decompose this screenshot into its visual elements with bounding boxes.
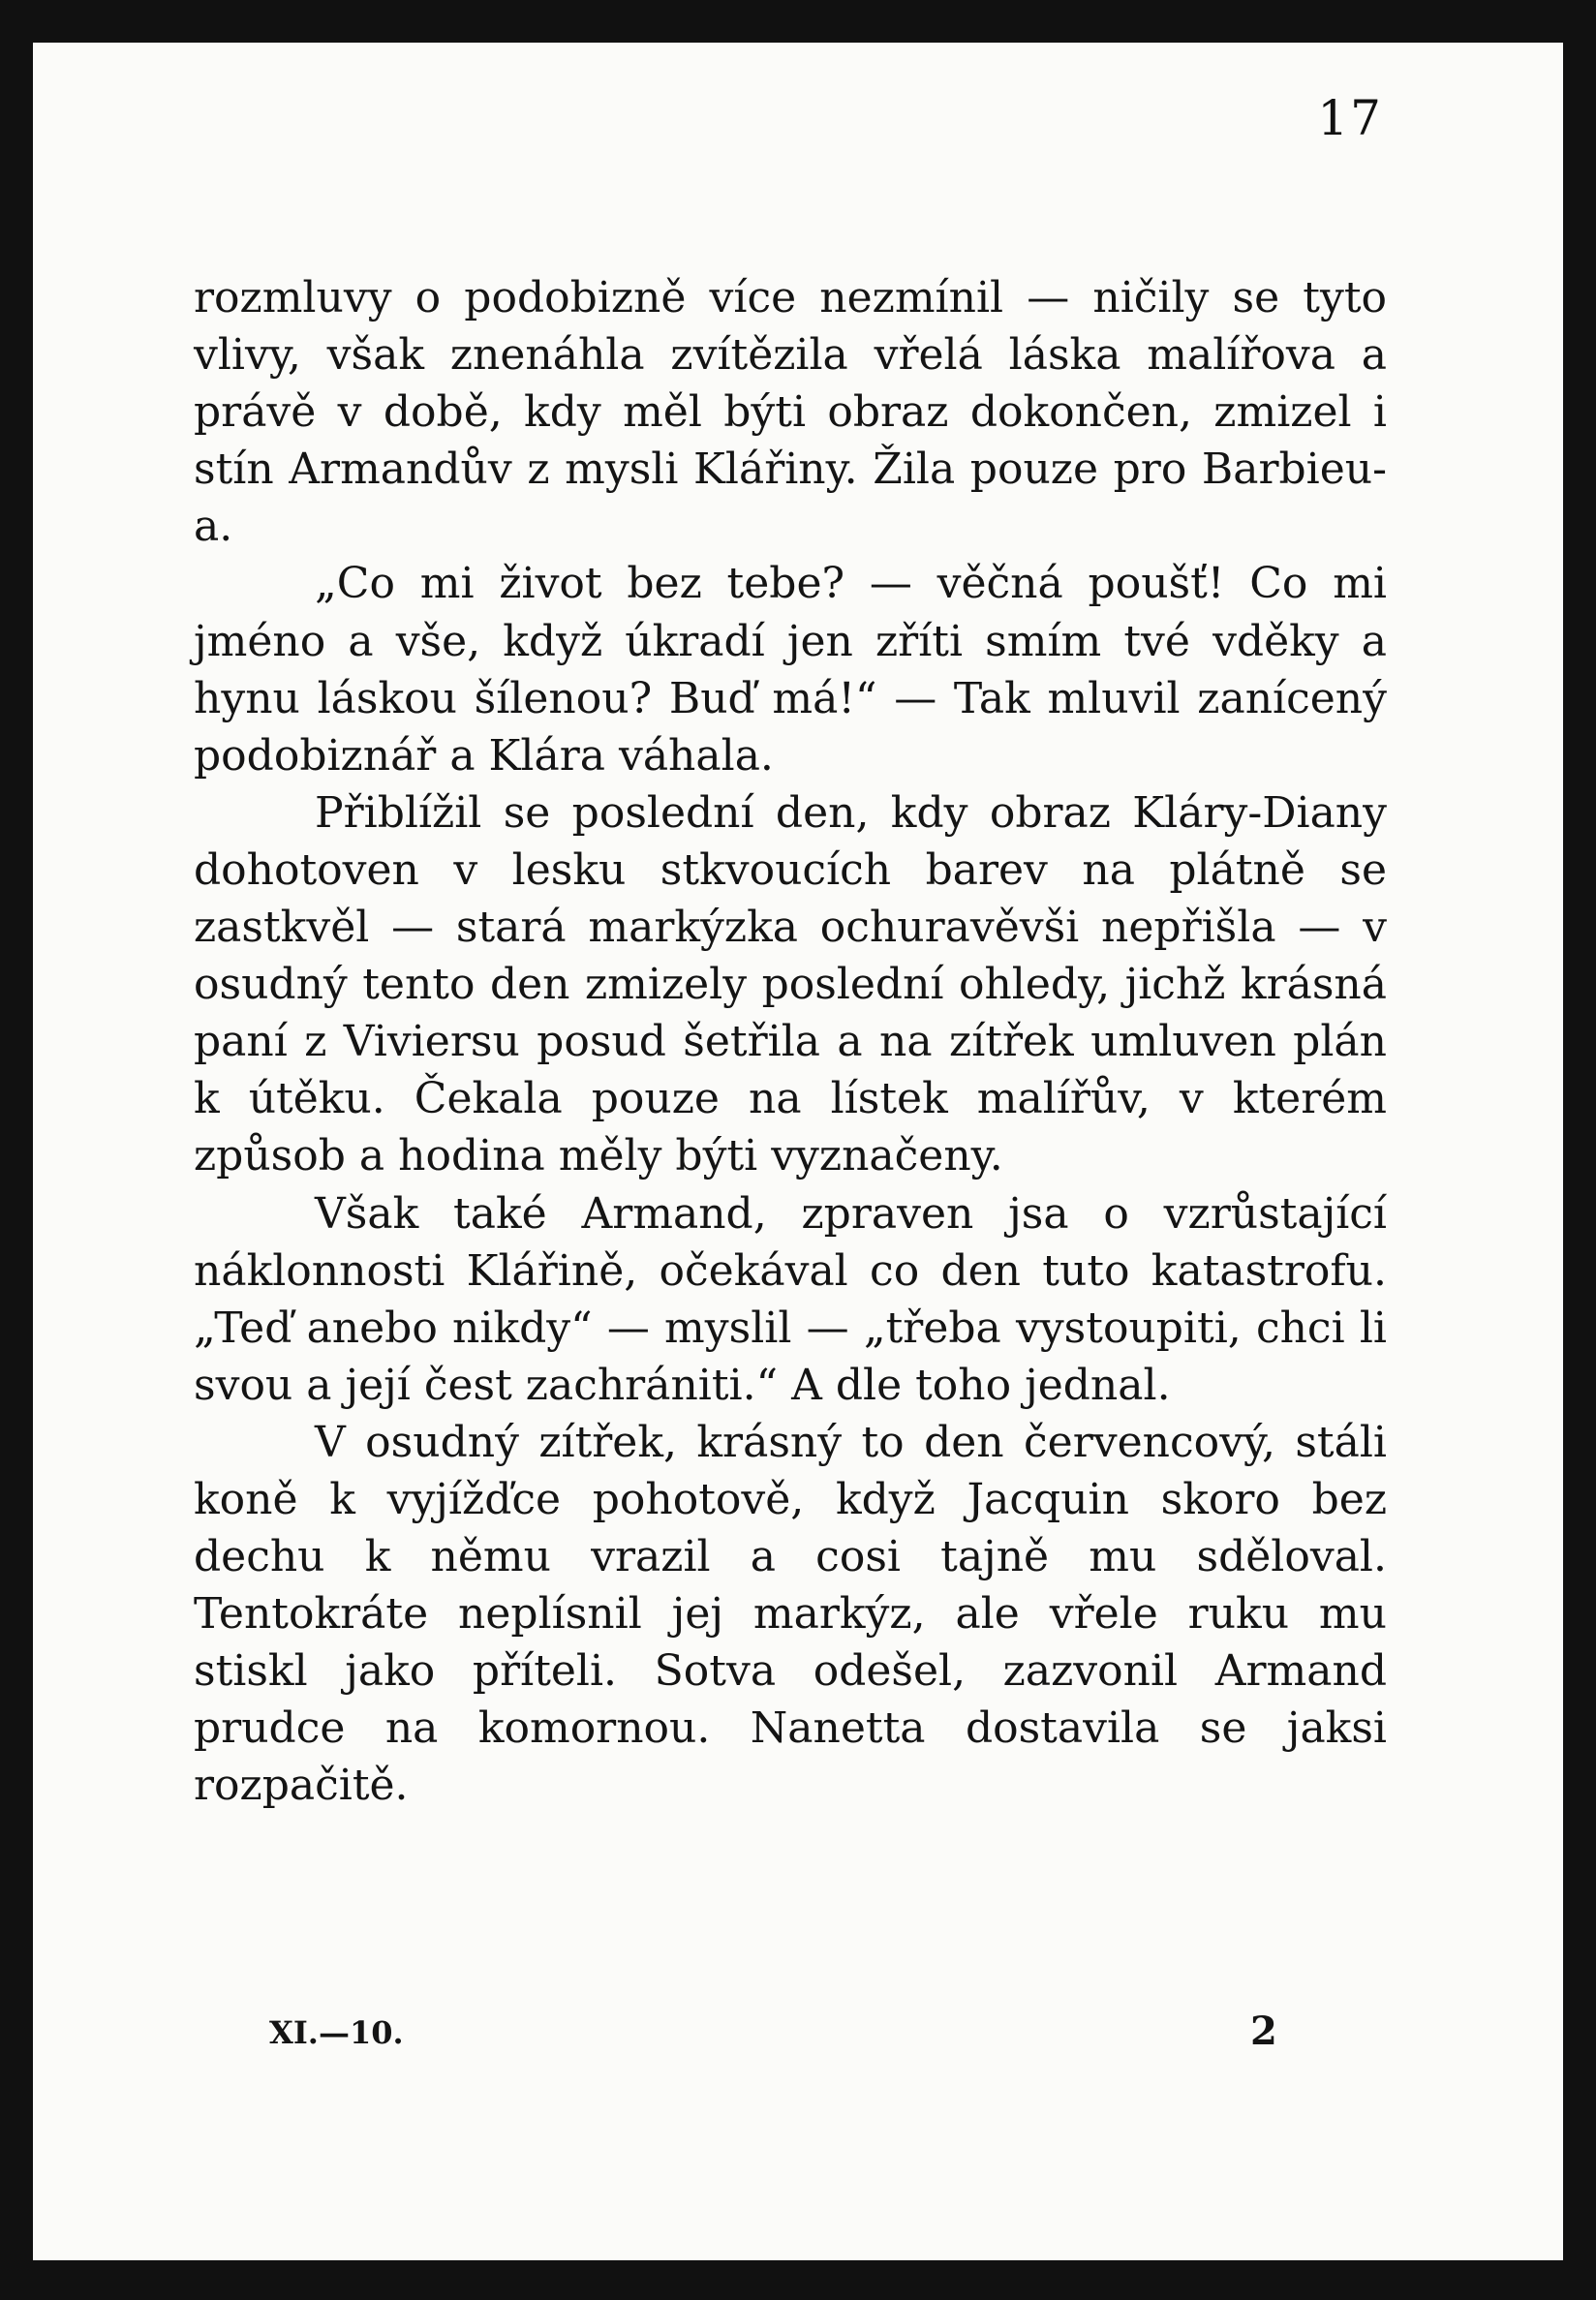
printer-mark: XI.—10. xyxy=(269,2014,404,2051)
paragraph: V osudný zítřek, krásný to den červencový, stáli koně k vyjížďce pohotově, když Jacquin skoro bez dechu k němu vrazil a cosi tajně mu sděloval. Tentokráte neplísnil jej markýz, ale vřele ruku mu stiskl jako příteli. Sotva odešel, zazvonil Armand prudce na komornou. Nanetta dostavila se jaksi rozpačitě. xyxy=(194,1417,1387,1811)
paragraph: „Co mi život bez tebe? — věčná poušť! Co mi jméno a vše, když úkradí jen zříti smím tvé vděky a hynu láskou šílenou? Buď má!“ — Tak mluvil zanícený podobiznář a Klára váhala. xyxy=(194,559,1387,781)
body-text xyxy=(194,269,1387,1815)
gathering-signature: 2 xyxy=(1250,2009,1277,2054)
paragraph: Však také Armand, zpraven jsa o vzrůstající náklonnosti Klářině, očekával co den tuto katastrofu. „Teď anebo nikdy“ — myslil — „třeba vystoupiti, chci li svou a její čest zachrániti.“ A dle toho jednal. xyxy=(194,1188,1387,1410)
page-number: 17 xyxy=(1317,90,1383,146)
paragraph: Přiblížil se poslední den, kdy obraz Kláry-Diany dohotoven v lesku stkvoucích barev na plátně se zastkvěl — stará markýzka ochuravěvši nepřišla — v osudný tento den zmizely poslední ohledy, jichž krásná paní z Viviersu posud šetřila a na zítřek umluven plán k útěku. Čekala pouze na lístek malířův, v kterém způsob a hodina měly býti vyznačeny. xyxy=(194,787,1387,1181)
paragraph: rozmluvy o podobizně více nezmínil — ničily se tyto vlivy, však znenáhla zvítězila vřelá láska malířova a právě v době, kdy měl býti obraz dokončen, zmizel i stín Armandův z mysli Klářiny. Žila pouze pro Barbieu-a. xyxy=(194,273,1387,552)
